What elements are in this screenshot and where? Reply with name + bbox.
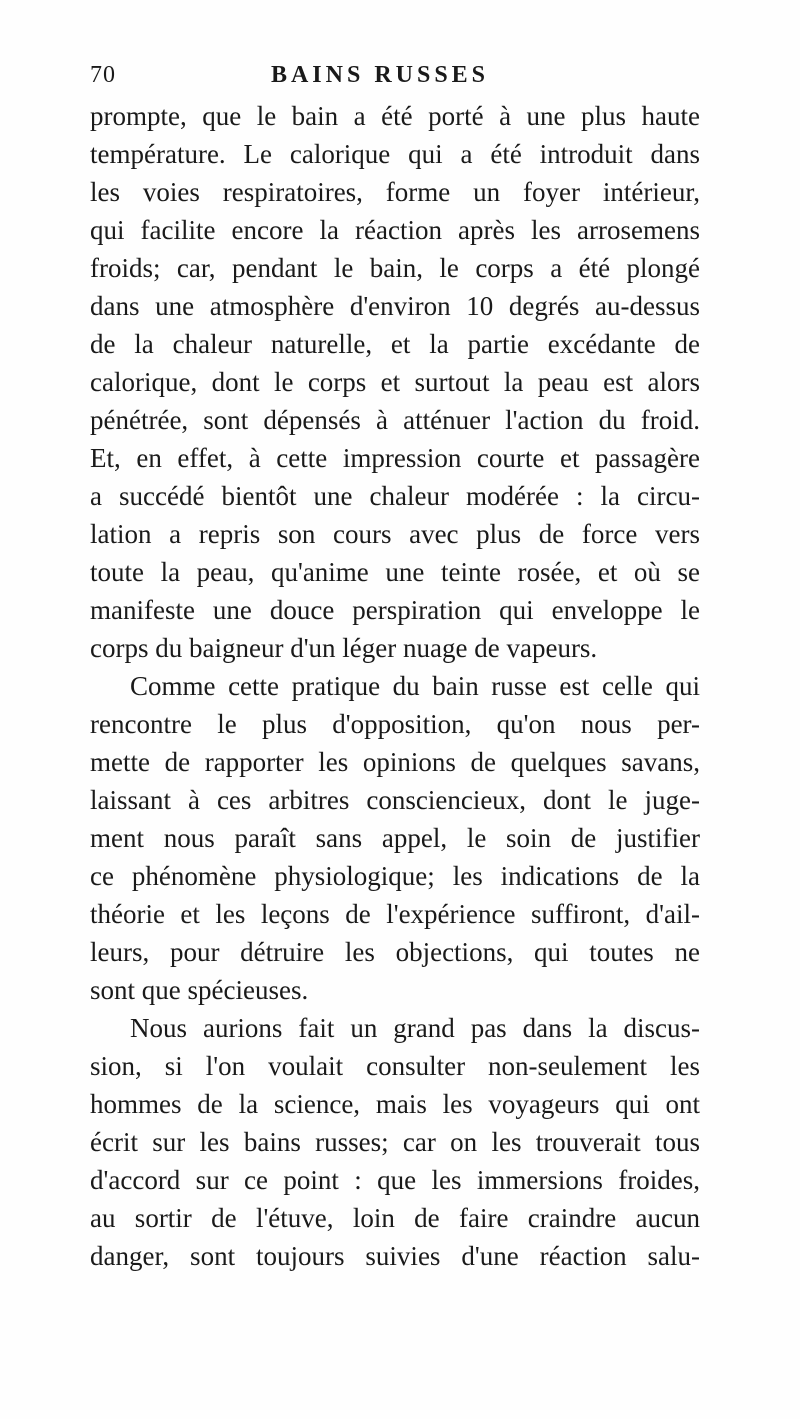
page-header — [90, 58, 700, 92]
text-line: sion, si l'on voulait consulter non-seulement les — [90, 1051, 700, 1081]
text-line: a succédé bientôt une chaleur modérée : la circu- — [90, 481, 700, 511]
text-line: toute la peau, qu'anime une teinte rosée, et où se — [90, 557, 700, 587]
text-line: sont que spécieuses. — [90, 975, 309, 1005]
text-line: hommes de la science, mais les voyageurs qui ont — [90, 1089, 700, 1119]
text-line: mette de rapporter les opinions de quelques savans, — [90, 747, 700, 777]
text-line: calorique, dont le corps et surtout la peau est alors — [90, 367, 700, 397]
text-line: leurs, pour détruire les objections, qui toutes ne — [90, 937, 700, 967]
page-number: 70 — [90, 62, 116, 88]
text-line: qui facilite encore la réaction après les arrosemens — [90, 215, 700, 245]
text-line: d'accord sur ce point : que les immersions froides, — [90, 1165, 700, 1195]
running-title: BAINS RUSSES — [270, 62, 490, 88]
text-line: les voies respiratoires, forme un foyer intérieur, — [90, 177, 700, 207]
text-line: écrit sur les bains russes; car on les trouverait tous — [90, 1127, 700, 1157]
text-line: corps du baigneur d'un léger nuage de vapeurs. — [90, 633, 598, 663]
text-line: au sortir de l'étuve, loin de faire craindre aucun — [90, 1203, 700, 1233]
text-line: danger, sont toujours suivies d'une réaction salu- — [90, 1241, 700, 1271]
text-line: dans une atmosphère d'environ 10 degrés au-dessus — [90, 291, 700, 321]
text-line: Nous aurions fait un grand pas dans la discus- — [130, 1013, 700, 1043]
text-line: pénétrée, sont dépensés à atténuer l'action du froid. — [90, 405, 700, 435]
text-line: théorie et les leçons de l'expérience suffiront, d'ail- — [90, 899, 700, 929]
text-line: prompte, que le bain a été porté à une plus haute — [90, 101, 700, 131]
text-line: rencontre le plus d'opposition, qu'on nous per- — [90, 709, 700, 739]
text-line: de la chaleur naturelle, et la partie excédante de — [90, 329, 700, 359]
text-line: manifeste une douce perspiration qui enveloppe le — [90, 595, 700, 625]
text-line: laissant à ces arbitres consciencieux, dont le juge- — [90, 785, 700, 815]
body-text — [90, 97, 700, 1275]
text-line: ment nous paraît sans appel, le soin de justifier — [90, 823, 700, 853]
text-line: ce phénomène physiologique; les indications de la — [90, 861, 700, 891]
text-line: température. Le calorique qui a été introduit dans — [90, 139, 700, 169]
text-line: Et, en effet, à cette impression courte et passagère — [90, 443, 700, 473]
text-line: froids; car, pendant le bain, le corps a été plongé — [90, 253, 700, 283]
text-line: Comme cette pratique du bain russe est celle qui — [130, 671, 700, 701]
text-line: lation a repris son cours avec plus de force vers — [90, 519, 700, 549]
